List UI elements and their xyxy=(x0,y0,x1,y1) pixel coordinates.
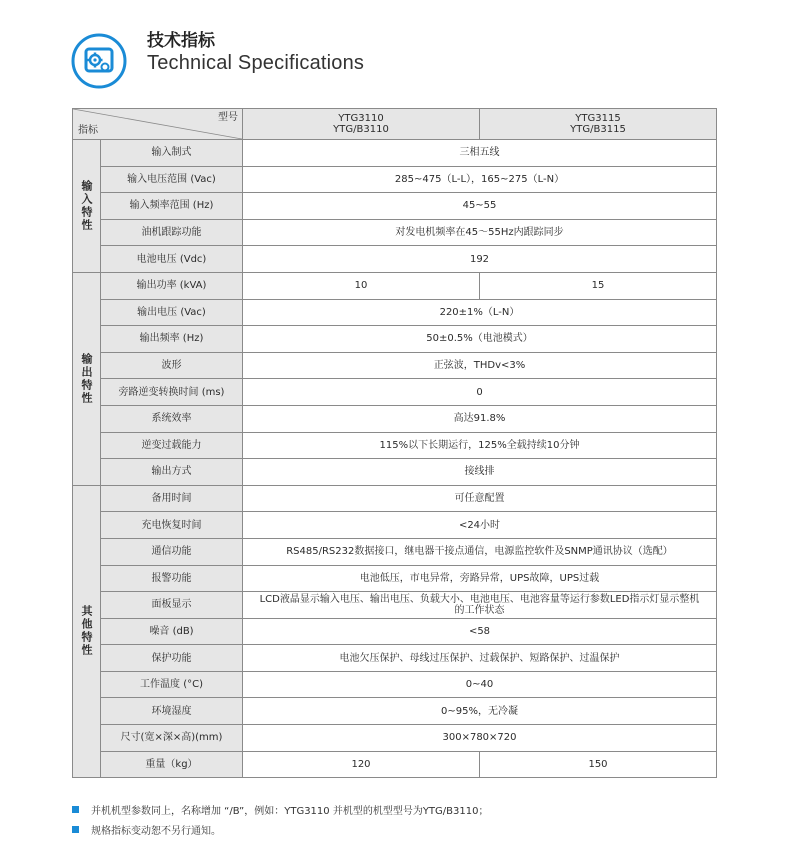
page-subtitle: Technical Specifications xyxy=(147,52,365,74)
row-value: 115%以下长期运行，125%全载持续10分钟 xyxy=(243,432,717,459)
corner-index-label: 指标 xyxy=(78,125,98,136)
row-label: 输出方式 xyxy=(101,459,243,486)
row-value: 接线排 xyxy=(243,459,717,486)
square-bullet-icon xyxy=(72,806,79,813)
row-label: 备用时间 xyxy=(101,485,243,512)
table-row xyxy=(73,326,717,353)
row-value-model-1: 10 xyxy=(243,272,480,299)
row-value: <24小时 xyxy=(243,512,717,539)
table-row xyxy=(73,379,717,406)
corner-model-label: 型号 xyxy=(218,112,238,123)
row-label: 噪音 (dB) xyxy=(101,618,243,645)
row-value: 对发电机频率在45～55Hz内跟踪同步 xyxy=(243,219,717,246)
row-value-model-1: 120 xyxy=(243,751,480,778)
row-value: 三相五线 xyxy=(243,140,717,167)
row-label: 保护功能 xyxy=(101,645,243,672)
gear-settings-icon xyxy=(71,33,127,89)
row-label: 油机跟踪功能 xyxy=(101,219,243,246)
row-label: 重量（kg） xyxy=(101,751,243,778)
page-title: 技术指标 xyxy=(147,31,215,51)
table-row xyxy=(73,512,717,539)
model-header-2: YTG3115 YTG/B3115 xyxy=(480,109,717,140)
row-label: 输出功率 (kVA) xyxy=(101,272,243,299)
table-row xyxy=(73,618,717,645)
row-value: 300×780×720 xyxy=(243,725,717,752)
table-header-row xyxy=(73,109,717,140)
section-other: 其他特性 xyxy=(73,485,101,778)
row-value: 45~55 xyxy=(243,193,717,220)
table-row xyxy=(73,671,717,698)
row-label: 旁路逆变转换时间 (ms) xyxy=(101,379,243,406)
row-label: 波形 xyxy=(101,352,243,379)
row-label: 报警功能 xyxy=(101,565,243,592)
row-label: 输出电压 (Vac) xyxy=(101,299,243,326)
row-label: 通信功能 xyxy=(101,538,243,565)
row-value: 高达91.8% xyxy=(243,405,717,432)
row-value: RS485/RS232数据接口，继电器干接点通信，电源监控软件及SNMP通讯协议（选配） xyxy=(243,538,717,565)
row-label: 电池电压 (Vdc) xyxy=(101,246,243,273)
table-row xyxy=(73,565,717,592)
table-row xyxy=(73,485,717,512)
row-label: 输入频率范围 (Hz) xyxy=(101,193,243,220)
row-label: 工作温度 (°C) xyxy=(101,671,243,698)
row-value: 0~40 xyxy=(243,671,717,698)
spec-table xyxy=(72,108,717,778)
table-row xyxy=(73,193,717,220)
footnote-item: 并机机型参数同上，名称增加 “/B”，例如：YTG3110 并机型的机型型号为YTG/B3110； xyxy=(72,799,488,819)
section-input: 输入特性 xyxy=(73,140,101,273)
table-row xyxy=(73,592,717,619)
square-bullet-icon xyxy=(72,826,79,833)
row-label: 输入电压范围 (Vac) xyxy=(101,166,243,193)
table-row xyxy=(73,459,717,486)
row-label: 系统效率 xyxy=(101,405,243,432)
row-value: 0~95%，无冷凝 xyxy=(243,698,717,725)
table-row xyxy=(73,219,717,246)
row-value: <58 xyxy=(243,618,717,645)
table-row xyxy=(73,140,717,167)
row-value: 电池低压，市电异常，旁路异常，UPS故障，UPS过载 xyxy=(243,565,717,592)
row-value: 50±0.5%（电池模式） xyxy=(243,326,717,353)
row-value: 192 xyxy=(243,246,717,273)
row-label: 环境湿度 xyxy=(101,698,243,725)
row-label: 尺寸(宽×深×高)(mm) xyxy=(101,725,243,752)
table-row xyxy=(73,246,717,273)
table-row xyxy=(73,751,717,778)
table-row xyxy=(73,538,717,565)
table-row xyxy=(73,405,717,432)
row-value: 可任意配置 xyxy=(243,485,717,512)
row-label: 输出频率 (Hz) xyxy=(101,326,243,353)
row-label: 充电恢复时间 xyxy=(101,512,243,539)
table-row xyxy=(73,352,717,379)
row-label: 逆变过载能力 xyxy=(101,432,243,459)
footnote-item: 规格指标变动恕不另行通知。 xyxy=(72,819,488,839)
row-label: 输入制式 xyxy=(101,140,243,167)
row-value: 220±1%（L-N） xyxy=(243,299,717,326)
row-value: 电池欠压保护、母线过压保护、过载保护、短路保护、过温保护 xyxy=(243,645,717,672)
row-value-model-2: 15 xyxy=(480,272,717,299)
table-row xyxy=(73,432,717,459)
row-value: 0 xyxy=(243,379,717,406)
table-row xyxy=(73,299,717,326)
section-output: 输出特性 xyxy=(73,272,101,485)
table-row xyxy=(73,272,717,299)
model-header-1: YTG3110 YTG/B3110 xyxy=(243,109,480,140)
table-row xyxy=(73,166,717,193)
row-value: 正弦波，THDv<3% xyxy=(243,352,717,379)
table-row xyxy=(73,645,717,672)
row-value: LCD液晶显示输入电压、输出电压、负载大小、电池电压、电池容量等运行参数LED指示灯显示整机 的工作状态 xyxy=(243,592,717,619)
row-value-model-2: 150 xyxy=(480,751,717,778)
footnotes xyxy=(72,799,488,839)
table-row xyxy=(73,725,717,752)
row-label: 面板显示 xyxy=(101,592,243,619)
corner-header xyxy=(73,109,243,140)
row-value: 285~475（L-L），165~275（L-N） xyxy=(243,166,717,193)
table-row xyxy=(73,698,717,725)
